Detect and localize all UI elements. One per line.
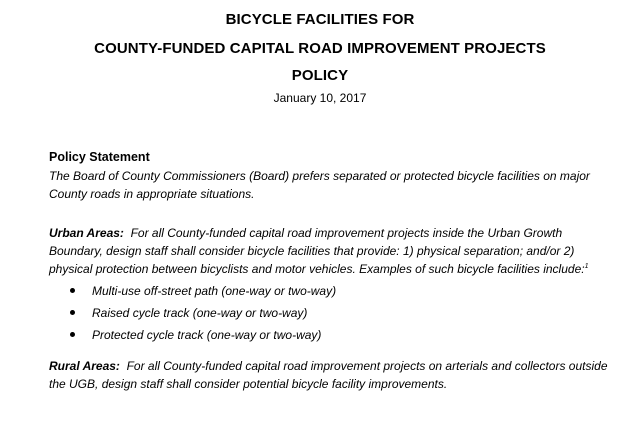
document-title-line-1: BICYCLE FACILITIES FOR [225, 11, 415, 28]
policy-statement-paragraph [49, 167, 609, 203]
urban-areas-lead: Urban Areas: [49, 226, 124, 240]
policy-statement-line: County roads in appropriate situations. [49, 187, 255, 201]
list-item-text: Multi-use off-street path (one-way or two-way) [92, 284, 337, 298]
urban-areas-paragraph [49, 224, 609, 278]
urban-areas-text: physical protection between bicyclists and motor vehicles. Examples of such bicycle facilities include: [49, 262, 585, 276]
urban-areas-text: For all County-funded capital road improvement projects inside the Urban Growth [123, 226, 563, 240]
bullet-icon [70, 332, 75, 337]
document-title-line-3: POLICY [291, 67, 349, 84]
urban-areas-line: Boundary, design staff shall consider bicycle facilities that provide: 1) physical separation; and/or 2) [49, 244, 575, 258]
bullet-icon [70, 288, 75, 293]
footnote-marker: 1 [584, 263, 589, 270]
rural-areas-lead: Rural Areas: [49, 359, 120, 373]
document-date: January 10, 2017 [273, 91, 367, 105]
rural-areas-paragraph [49, 357, 609, 393]
policy-statement-heading: Policy Statement [49, 150, 150, 164]
urban-areas-line [49, 224, 609, 242]
rural-areas-line [49, 357, 609, 375]
document-title-line-2: COUNTY-FUNDED CAPITAL ROAD IMPROVEMENT PROJECTS [94, 40, 546, 57]
bullet-icon [70, 310, 75, 315]
rural-areas-line: the UGB, design staff shall consider potential bicycle facility improvements. [49, 377, 448, 391]
rural-areas-text: For all County-funded capital road improvement projects on arterials and collectors outside [119, 359, 608, 373]
list-item-text: Raised cycle track (one-way or two-way) [92, 306, 308, 320]
list-item-text: Protected cycle track (one-way or two-way) [92, 328, 322, 342]
policy-statement-line: The Board of County Commissioners (Board) prefers separated or protected bicycle facilities on major [49, 169, 590, 183]
urban-areas-line [49, 260, 609, 278]
